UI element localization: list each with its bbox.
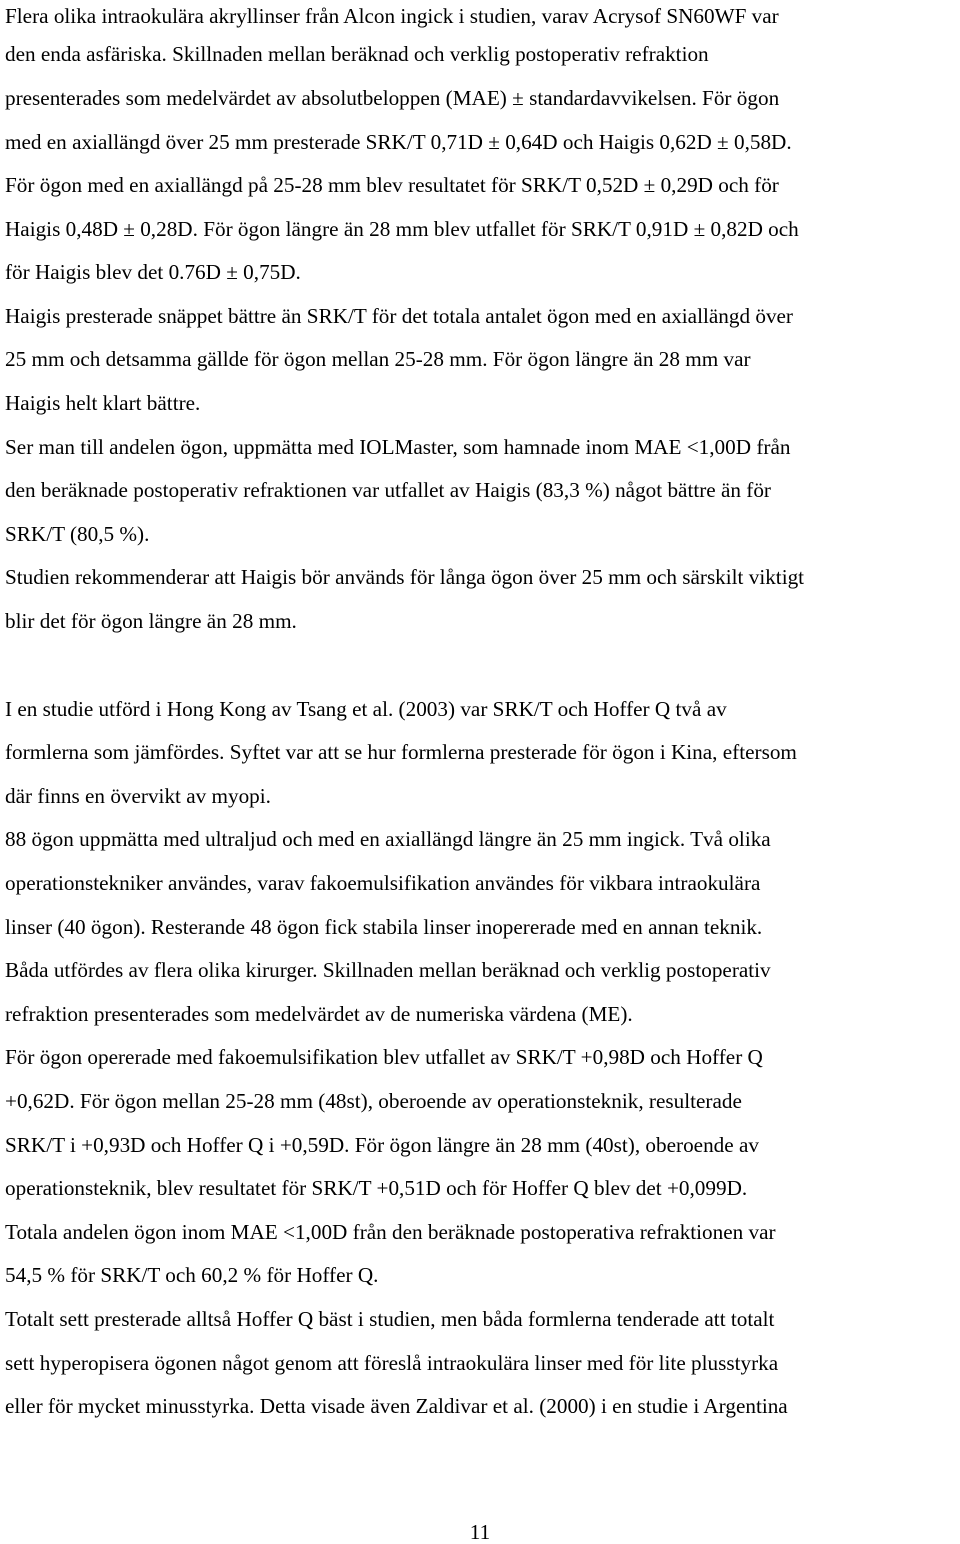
text-line: för Haigis blev det 0.76D ± 0,75D.: [5, 260, 301, 284]
text-line: SRK/T i +0,93D och Hoffer Q i +0,59D. För ögon längre än 28 mm (40st), oberoende av: [5, 1133, 759, 1157]
text-line: Totala andelen ögon inom MAE <1,00D från den beräknade postoperativa refraktionen var: [5, 1220, 776, 1244]
text-line: den beräknade postoperativ refraktionen var utfallet av Haigis (83,3 %) något bättre än för: [5, 478, 771, 502]
text-line: Haigis helt klart bättre.: [5, 391, 201, 415]
text-line: 54,5 % för SRK/T och 60,2 % för Hoffer Q.: [5, 1263, 379, 1287]
text-line: linser (40 ögon). Resterande 48 ögon fick stabila linser inopererade med en annan teknik.: [5, 915, 763, 939]
text-line: SRK/T (80,5 %).: [5, 522, 150, 546]
text-line: 25 mm och detsamma gällde för ögon mellan 25-28 mm. För ögon längre än 28 mm var: [5, 347, 751, 371]
text-line: operationstekniker användes, varav fakoemulsifikation användes för vikbara intraokulära: [5, 871, 761, 895]
text-line: refraktion presenterades som medelvärdet av de numeriska värdena (ME).: [5, 1002, 633, 1026]
text-line: I en studie utförd i Hong Kong av Tsang et al. (2003) var SRK/T och Hoffer Q två av: [5, 697, 727, 721]
text-line: formlerna som jämfördes. Syftet var att se hur formlerna presterade för ögon i Kina, eftersom: [5, 740, 797, 764]
page-number: 11: [469, 1520, 491, 1544]
text-line: +0,62D. För ögon mellan 25-28 mm (48st), oberoende av operationsteknik, resulterade: [5, 1089, 742, 1113]
text-line: eller för mycket minusstyrka. Detta visade även Zaldivar et al. (2000) i en studie i Argentina: [5, 1394, 788, 1418]
text-line: Flera olika intraokulära akryllinser från Alcon ingick i studien, varav Acrysof SN60WF var: [5, 4, 779, 28]
text-line: Ser man till andelen ögon, uppmätta med IOLMaster, som hamnade inom MAE <1,00D från: [5, 435, 791, 459]
text-line: presenterades som medelvärdet av absolutbeloppen (MAE) ± standardavvikelsen. För ögon: [5, 86, 780, 110]
text-line: För ögon med en axiallängd på 25-28 mm blev resultatet för SRK/T 0,52D ± 0,29D och för: [5, 173, 779, 197]
text-line: För ögon opererade med fakoemulsifikation blev utfallet av SRK/T +0,98D och Hoffer Q: [5, 1045, 763, 1069]
text-line: Studien rekommenderar att Haigis bör används för långa ögon över 25 mm och särskilt viktigt: [5, 565, 805, 589]
text-line: Haigis 0,48D ± 0,28D. För ögon längre än 28 mm blev utfallet för SRK/T 0,91D ± 0,82D och: [5, 217, 799, 241]
text-line: sett hyperopisera ögonen något genom att föreslå intraokulära linser med för lite plusstyrka: [5, 1351, 779, 1375]
text-line: Båda utfördes av flera olika kirurger. Skillnaden mellan beräknad och verklig postoperativ: [5, 958, 771, 982]
text-line: där finns en övervikt av myopi.: [5, 784, 271, 808]
text-line: blir det för ögon längre än 28 mm.: [5, 609, 297, 633]
text-line: med en axiallängd över 25 mm presterade SRK/T 0,71D ± 0,64D och Haigis 0,62D ± 0,58D.: [5, 130, 792, 154]
text-line: 88 ögon uppmätta med ultraljud och med en axiallängd längre än 25 mm ingick. Två olika: [5, 827, 771, 851]
text-line: operationsteknik, blev resultatet för SRK/T +0,51D och för Hoffer Q blev det +0,099D.: [5, 1176, 748, 1200]
text-line: Totalt sett presterade alltså Hoffer Q bäst i studien, men båda formlerna tenderade att totalt: [5, 1307, 775, 1331]
text-line: den enda asfäriska. Skillnaden mellan beräknad och verklig postoperativ refraktion: [5, 42, 709, 66]
text-line: Haigis presterade snäppet bättre än SRK/T för det totala antalet ögon med en axiallängd över: [5, 304, 793, 328]
